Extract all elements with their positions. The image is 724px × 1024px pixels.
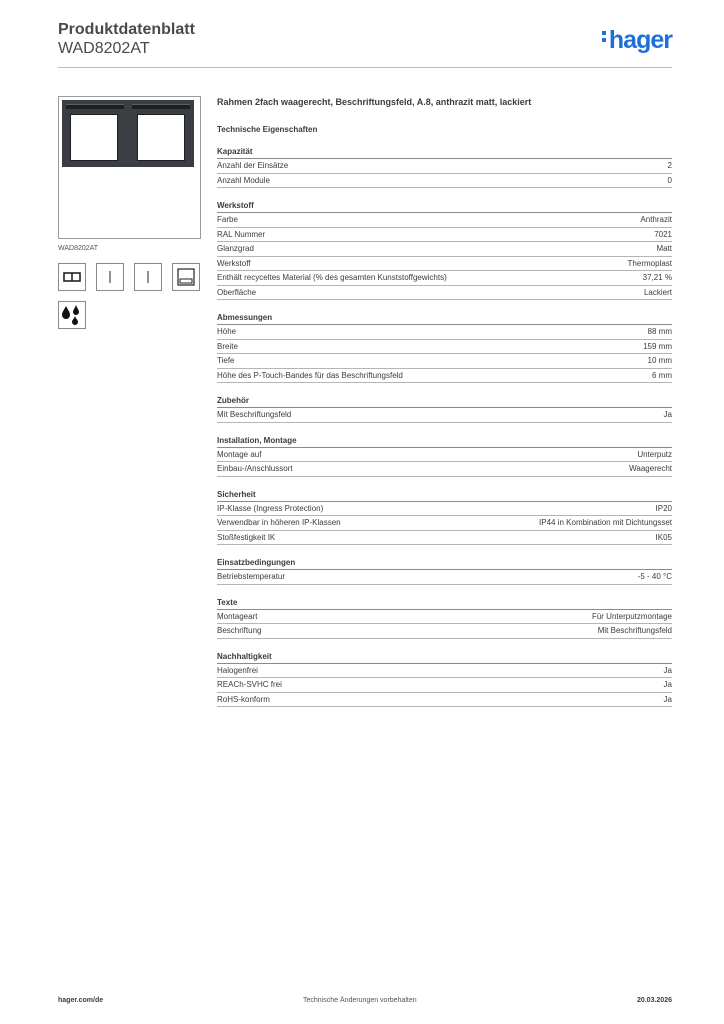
- spec-label: Mit Beschriftungsfeld: [217, 410, 292, 419]
- spec-value: 10 mm: [647, 356, 672, 365]
- spec-row: [217, 286, 672, 301]
- section-title: Zubehör: [217, 394, 672, 408]
- spec-row: [217, 228, 672, 243]
- section-title: Texte: [217, 596, 672, 610]
- spec-section: [217, 434, 672, 477]
- section-title: Installation, Montage: [217, 434, 672, 448]
- spec-row: [217, 408, 672, 423]
- spec-section: [217, 394, 672, 423]
- hager-logo: [602, 26, 672, 55]
- spec-label: REACh-SVHC frei: [217, 680, 282, 689]
- section-title: Einsatzbedingungen: [217, 556, 672, 570]
- spec-value: Unterputz: [637, 449, 672, 459]
- spec-row: [217, 570, 672, 585]
- spec-row: [217, 531, 672, 546]
- water-drops-icon: [58, 301, 86, 329]
- feature-icons: [58, 263, 202, 291]
- footer-date: 20.03.2026: [636, 997, 672, 1004]
- spec-row: [217, 213, 672, 228]
- spec-label: Tiefe: [217, 356, 235, 365]
- spec-row: [217, 693, 672, 708]
- product-image: [58, 96, 201, 239]
- label-field-icon: [172, 263, 200, 291]
- spec-label: Stoßfestigkeit IK: [217, 532, 276, 542]
- spec-label: IP-Klasse (Ingress Protection): [217, 503, 324, 513]
- spec-value: Matt: [656, 244, 672, 253]
- spec-label: Montage auf: [217, 449, 262, 459]
- product-description: Rahmen 2fach waagerecht, Beschriftungsfeld, A.8, anthrazit matt, lackiert: [217, 97, 532, 107]
- spec-row: [217, 678, 672, 693]
- spec-value: 6 mm: [652, 370, 672, 380]
- spec-value: -5 - 40 °C: [637, 572, 672, 581]
- spec-section: [217, 596, 672, 639]
- spec-label: RAL Nummer: [217, 229, 266, 239]
- footer-disclaimer: Technische Änderungen vorbehalten: [303, 997, 417, 1004]
- spec-row: [217, 624, 672, 639]
- page-title: Produktdatenblatt: [58, 21, 195, 38]
- spec-row: [217, 369, 672, 384]
- spec-value: 7021: [654, 229, 672, 239]
- spec-value: Ja: [663, 694, 672, 704]
- frame-opening-left: [70, 114, 118, 161]
- spec-value: 2: [667, 161, 672, 170]
- spec-label: Betriebstemperatur: [217, 572, 286, 581]
- spec-row: [217, 664, 672, 679]
- spec-section: [217, 488, 672, 546]
- spec-label: Einbau-/Anschlussort: [217, 464, 293, 473]
- section-title: Sicherheit: [217, 488, 672, 502]
- spec-sections: [217, 145, 672, 707]
- spec-section: [217, 311, 672, 383]
- section-title: Abmessungen: [217, 311, 672, 325]
- spec-label: Breite: [217, 341, 238, 351]
- spec-section: [217, 556, 672, 585]
- spec-label: Anzahl Module: [217, 175, 270, 185]
- spec-value: Thermoplast: [627, 258, 672, 268]
- spec-label: Werkstoff: [217, 258, 251, 268]
- logo-text: hager: [608, 26, 672, 54]
- spec-row: [217, 502, 672, 517]
- section-title: Nachhaltigkeit: [217, 650, 672, 664]
- spec-row: [217, 271, 672, 286]
- footer-website-link[interactable]: hager.com/de: [58, 997, 104, 1004]
- spec-section: [217, 650, 672, 708]
- spec-value: Ja: [663, 680, 672, 689]
- spec-row: [217, 325, 672, 340]
- product-media-column: [58, 96, 202, 329]
- spec-value: 159 mm: [643, 341, 672, 351]
- vertical-line-icon: [134, 263, 162, 291]
- spec-label: Halogenfrei: [217, 665, 258, 675]
- spec-value: Lackiert: [643, 287, 672, 297]
- spec-row: [217, 159, 672, 174]
- frame-graphic: [62, 100, 194, 167]
- spec-label: Glanzgrad: [217, 244, 254, 253]
- spec-value: Mit Beschriftungsfeld: [597, 626, 672, 635]
- spec-row: [217, 242, 672, 257]
- spec-value: Ja: [663, 410, 672, 419]
- section-title: Kapazität: [217, 145, 672, 159]
- spec-label: RoHS-konform: [217, 694, 270, 704]
- spec-value: IP44 in Kombination mit Dichtungsset: [539, 518, 672, 527]
- spec-row: [217, 354, 672, 369]
- spec-row: [217, 448, 672, 463]
- spec-label: Höhe: [217, 327, 237, 336]
- spec-label: Anzahl der Einsätze: [217, 161, 289, 170]
- spec-row: [217, 340, 672, 355]
- technical-properties-heading: Technische Eigenschaften: [217, 125, 318, 134]
- spec-row: [217, 462, 672, 477]
- page-header: [58, 20, 672, 68]
- label-strip-right: [132, 104, 190, 109]
- spec-label: Farbe: [217, 215, 238, 224]
- spec-label: Oberfläche: [217, 287, 257, 297]
- spec-label: Montageart: [217, 611, 258, 621]
- product-number: WAD8202AT: [58, 40, 150, 57]
- vertical-line-icon: [96, 263, 124, 291]
- section-title: Werkstoff: [217, 199, 672, 213]
- spec-row: [217, 257, 672, 272]
- spec-value: IP20: [655, 503, 672, 513]
- spec-value: Für Unterputzmontage: [591, 611, 672, 621]
- spec-row: [217, 516, 672, 531]
- spec-row: [217, 174, 672, 189]
- spec-label: Höhe des P-Touch-Bandes für das Beschriftungsfeld: [217, 370, 403, 380]
- frame-opening-right: [137, 114, 185, 161]
- product-image-caption: WAD8202AT: [58, 245, 99, 252]
- spec-value: Anthrazit: [640, 215, 672, 224]
- logo-dots-icon: [602, 31, 607, 45]
- spec-section: [217, 145, 672, 188]
- label-strip-left: [66, 104, 124, 109]
- spec-section: [217, 199, 672, 300]
- spec-label: Verwendbar in höheren IP-Klassen: [217, 518, 341, 527]
- specification-column: [217, 96, 672, 707]
- spec-value: 88 mm: [647, 327, 672, 336]
- spec-label: Enthält recyceltes Material (% des gesamten Kunststoffgewichts): [217, 273, 447, 282]
- spec-value: IK05: [655, 532, 672, 542]
- spec-value: 0: [667, 175, 672, 185]
- spec-value: Ja: [663, 665, 672, 675]
- spec-label: Beschriftung: [217, 626, 262, 635]
- spec-value: 37,21 %: [642, 273, 672, 282]
- double-frame-icon: [58, 263, 86, 291]
- spec-row: [217, 610, 672, 625]
- spec-value: Waagerecht: [629, 464, 672, 473]
